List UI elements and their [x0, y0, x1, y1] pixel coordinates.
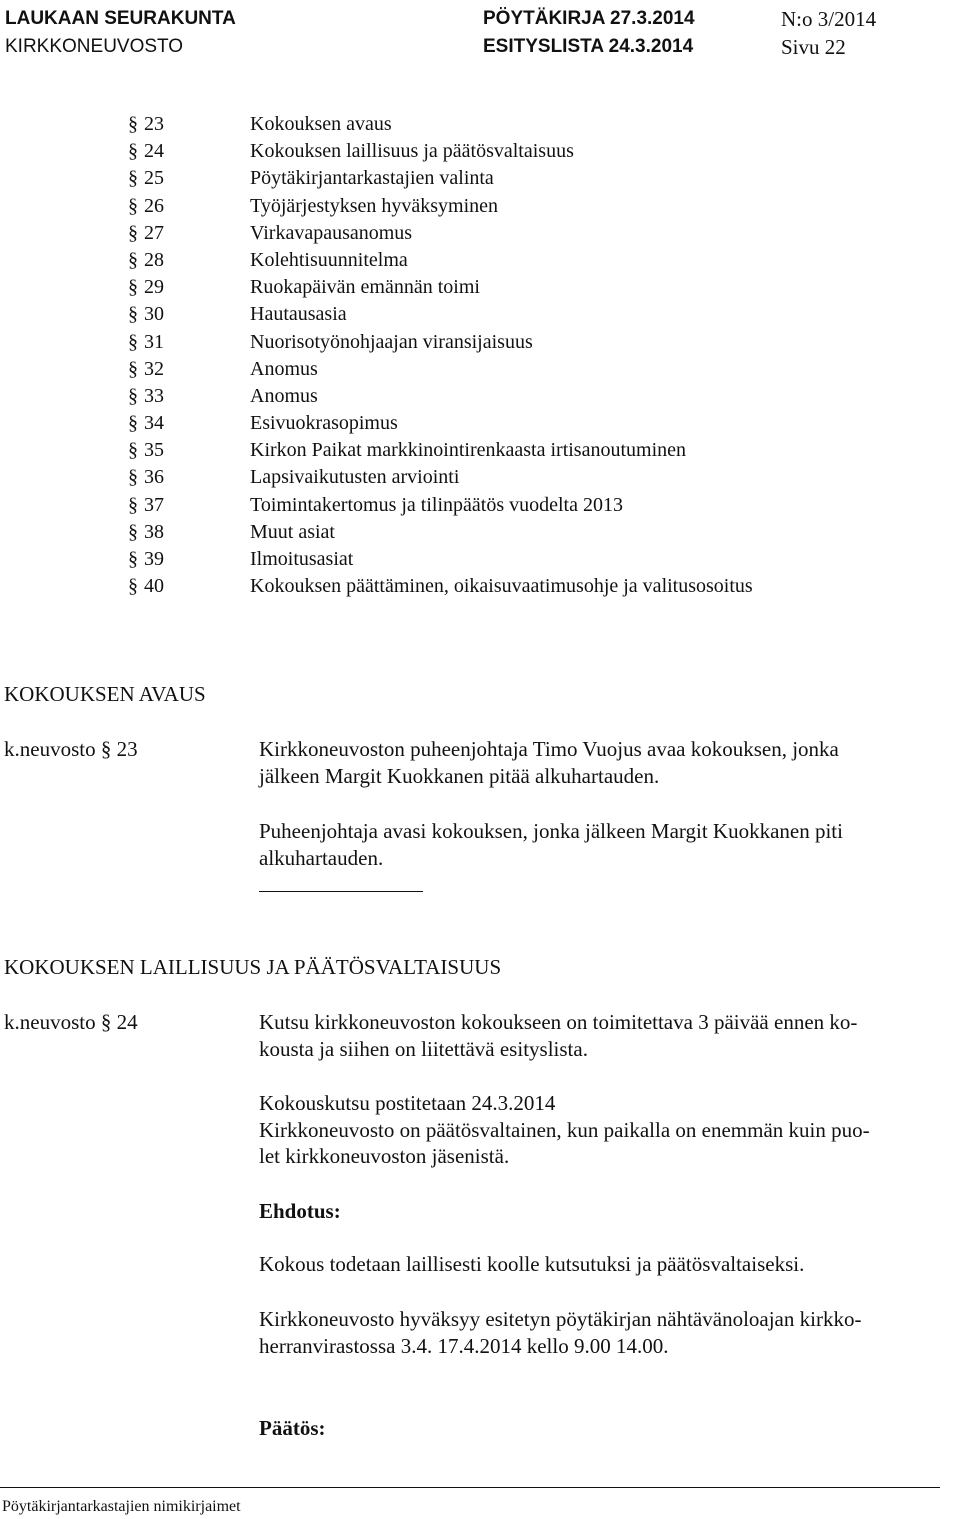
agenda-item-number: 38 — [144, 520, 164, 543]
text-line: kousta ja siihen on liitettävä esityslista. — [259, 1036, 588, 1061]
agenda-item — [0, 138, 960, 165]
agenda-item — [0, 464, 960, 491]
text-line: Kokouskutsu postitetaan 24.3.2014 — [259, 1091, 556, 1115]
section-sign: § — [128, 439, 138, 462]
agenda-item-title: Kolehtisuunnitelma — [250, 248, 408, 271]
agenda-item-title: Toimintakertomus ja tilinpäätös vuodelta 2013 — [250, 493, 623, 516]
section-2-paragraph-1 — [259, 1009, 939, 1062]
section-sign: § — [128, 303, 138, 326]
agenda-item-number: 36 — [144, 466, 164, 489]
agenda-item-number: 27 — [144, 221, 164, 244]
decision-label: Päätös: — [259, 1416, 326, 1440]
text-line: alkuhartauden. — [259, 845, 384, 870]
agenda-item — [0, 301, 960, 328]
text-line: herranvirastossa 3.4. 17.4.2014 kello 9.00 14.00. — [259, 1333, 669, 1358]
section-sign: § — [128, 167, 138, 190]
section-2-paragraph-3 — [259, 1251, 939, 1278]
agenda-item-title: Ruokapäivän emännän toimi — [250, 276, 480, 299]
agenda-item-number: 29 — [144, 276, 164, 299]
agenda-item — [0, 519, 960, 546]
footer-rule — [0, 1487, 940, 1488]
section-1-paragraph-2 — [259, 818, 939, 871]
section-sign: § — [128, 221, 138, 244]
section-sign: § — [128, 248, 138, 271]
agenda-item — [0, 274, 960, 301]
proposal-label-block — [259, 1198, 939, 1225]
agenda-item-number: 24 — [144, 140, 164, 163]
agenda-item-title: Pöytäkirjantarkastajien valinta — [250, 167, 494, 190]
agenda-item — [0, 329, 960, 356]
text-line: Kirkkoneuvoston puheenjohtaja Timo Vuojus avaa kokouksen, jonka — [259, 737, 839, 761]
agenda-item-title: Kokouksen avaus — [250, 113, 392, 135]
agenda-item — [0, 220, 960, 247]
agenda-item-title: Kokouksen päättäminen, oikaisuvaatimusohje ja valitusosoitus — [250, 575, 753, 598]
agenda-item-title: Nuorisotyönohjaajan viransijaisuus — [250, 330, 533, 353]
decision-label-block — [259, 1415, 939, 1442]
text-line: Kutsu kirkkoneuvoston kokoukseen on toimitettava 3 päivää ennen ko- — [259, 1010, 858, 1034]
agenda-item-number: 34 — [144, 412, 164, 435]
agenda-item — [0, 165, 960, 192]
section-sign: § — [128, 466, 138, 489]
header-body: KIRKKONEUVOSTO — [5, 36, 184, 57]
agenda-item-number: 31 — [144, 330, 164, 353]
agenda-item-title: Anomus — [250, 384, 318, 407]
section-2-paragraph-4 — [259, 1306, 939, 1359]
header-number: N:o 3/2014 — [781, 7, 877, 31]
agenda-item — [0, 546, 960, 573]
header-page: Sivu 22 — [781, 35, 846, 59]
agenda-item-number: 32 — [144, 357, 164, 380]
footer-initials-label: Pöytäkirjantarkastajien nimikirjaimet — [2, 1498, 241, 1515]
agenda-item — [0, 356, 960, 383]
agenda-item — [0, 383, 960, 410]
agenda-item-number: 30 — [144, 303, 164, 326]
header-agenda: ESITYSLISTA 24.3.2014 — [483, 36, 694, 57]
section-sign: § — [128, 548, 138, 570]
section-2-paragraph-2 — [259, 1090, 939, 1170]
agenda-item-title: Anomus — [250, 357, 318, 380]
agenda-item-number: 28 — [144, 248, 164, 271]
agenda-list — [0, 111, 960, 600]
agenda-item — [0, 573, 960, 600]
agenda-item-title: Työjärjestyksen hyväksyminen — [250, 194, 498, 217]
agenda-item — [0, 193, 960, 220]
text-line: Kokous todetaan laillisesti koolle kutsutuksi ja päätösvaltaiseksi. — [259, 1252, 805, 1276]
agenda-item-title: Kirkon Paikat markkinointirenkaasta irtisanoutuminen — [250, 439, 687, 462]
section-sign: § — [128, 412, 138, 435]
header-minutes: PÖYTÄKIRJA 27.3.2014 — [483, 8, 695, 29]
agenda-item-title: Virkavapausanomus — [250, 221, 413, 244]
section-sign: § — [128, 276, 138, 299]
section-2-heading: KOKOUKSEN LAILLISUUS JA PÄÄTÖSVALTAISUUS — [4, 955, 502, 979]
agenda-item-number: 26 — [144, 194, 164, 217]
agenda-item-title: Muut asiat — [250, 520, 335, 543]
agenda-item — [0, 492, 960, 519]
agenda-item-title: Ilmoitusasiat — [250, 548, 354, 570]
agenda-item — [0, 111, 960, 138]
page-header — [5, 4, 960, 60]
separator-rule — [259, 891, 423, 892]
proposal-label: Ehdotus: — [259, 1199, 341, 1223]
text-line: jälkeen Margit Kuokkanen pitää alkuhartauden. — [259, 763, 660, 788]
agenda-item-title: Esivuokrasopimus — [250, 412, 398, 435]
text-line: Puheenjohtaja avasi kokouksen, jonka jälkeen Margit Kuokkanen piti — [259, 819, 843, 843]
agenda-item — [0, 247, 960, 274]
agenda-item-number: 35 — [144, 439, 164, 462]
agenda-item-title: Kokouksen laillisuus ja päätösvaltaisuus — [250, 140, 574, 163]
text-line: Kirkkoneuvosto hyväksyy esitetyn pöytäkirjan nähtävänoloajan kirkko- — [259, 1307, 862, 1331]
section-sign: § — [128, 330, 138, 353]
section-sign: § — [128, 194, 138, 217]
section-sign: § — [128, 113, 138, 135]
section-sign: § — [128, 575, 138, 598]
agenda-item — [0, 437, 960, 464]
header-org: LAUKAAN SEURAKUNTA — [5, 8, 236, 29]
section-sign: § — [128, 140, 138, 163]
text-line: Kirkkoneuvosto on päätösvaltainen, kun paikalla on enemmän kuin puo- — [259, 1117, 870, 1142]
agenda-item-number: 40 — [144, 575, 164, 598]
agenda-item-title: Lapsivaikutusten arviointi — [250, 466, 460, 489]
section-sign: § — [128, 384, 138, 407]
agenda-item-number: 23 — [144, 113, 164, 135]
section-1-heading: KOKOUKSEN AVAUS — [4, 682, 206, 706]
agenda-item — [0, 410, 960, 437]
agenda-item-number: 37 — [144, 493, 164, 516]
section-1-paragraph-1 — [259, 736, 939, 789]
agenda-item-title: Hautausasia — [250, 303, 347, 326]
section-sign: § — [128, 493, 138, 516]
agenda-item-number: 33 — [144, 384, 164, 407]
agenda-item-number: 25 — [144, 167, 164, 190]
section-1-reference: k.neuvosto § 23 — [4, 737, 138, 761]
agenda-item-number: 39 — [144, 548, 164, 570]
section-sign: § — [128, 357, 138, 380]
text-line: let kirkkoneuvoston jäsenistä. — [259, 1144, 510, 1168]
section-2-reference: k.neuvosto § 24 — [4, 1010, 138, 1034]
section-sign: § — [128, 520, 138, 543]
